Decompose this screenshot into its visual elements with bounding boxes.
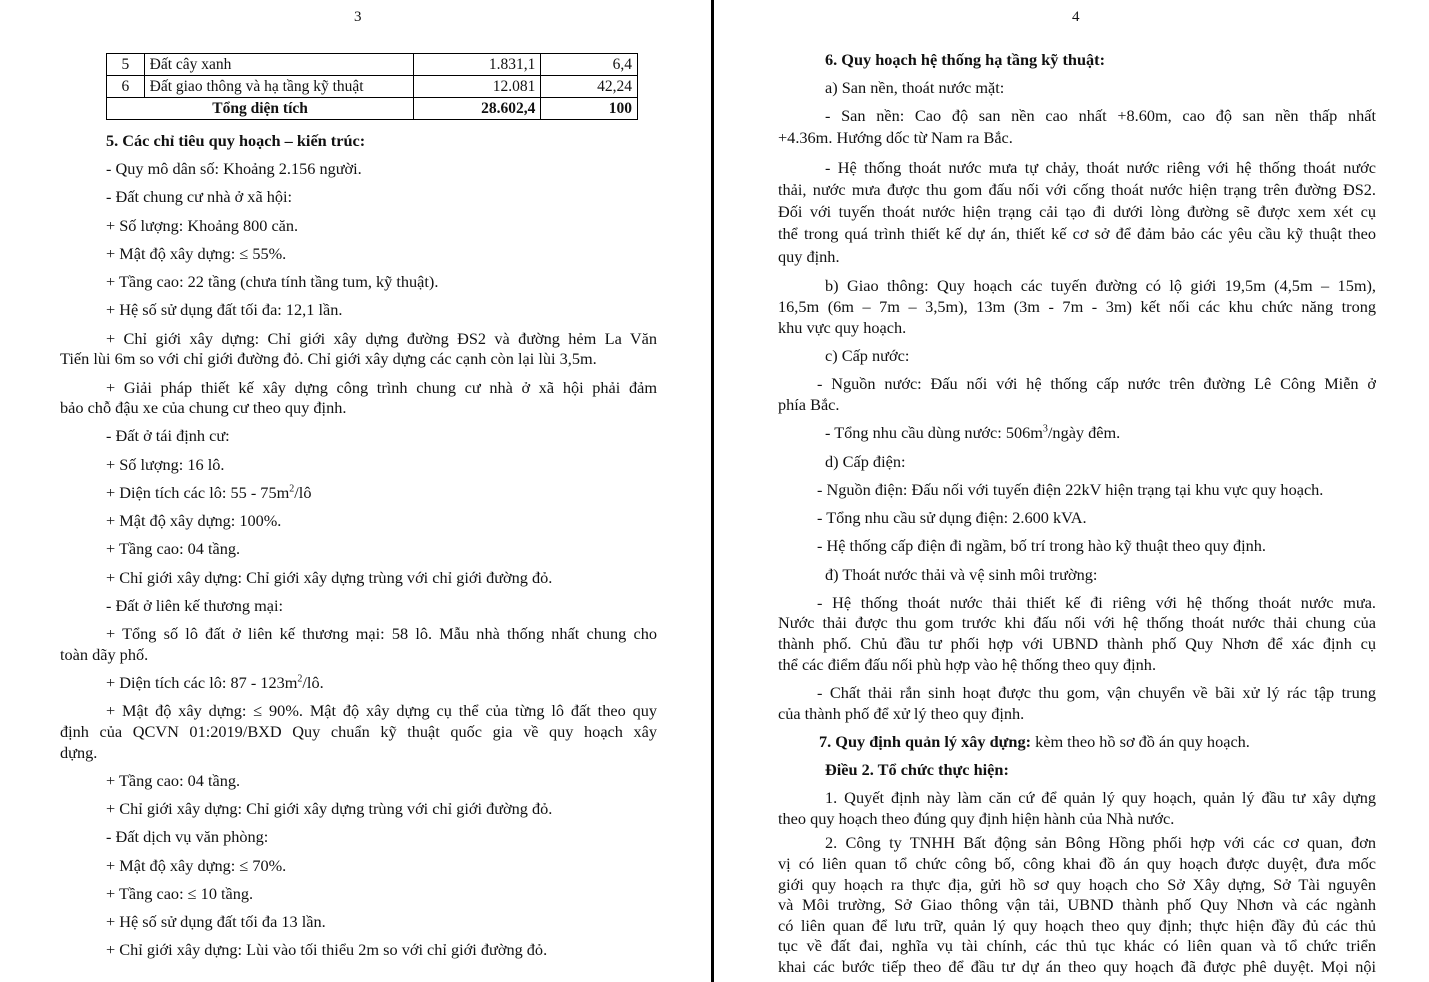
text-line: thể các điểm đấu nối phù hợp vào hệ thống theo quy định. [778, 655, 1157, 674]
text-span: + Diện tích các lô: 55 - 75m [106, 483, 290, 502]
text-line: Nước thải được thu gom trước khi đấu nối với hệ thống thoát nước thải chung của [778, 613, 1376, 632]
table-total-label: Tổng diện tích [107, 98, 414, 120]
text-line: + Mật độ xây dựng: ≤ 70%. [106, 856, 287, 875]
text-line: giới quy hoạch ra thực địa, gửi hồ sơ quy hoạch cho Sở Xây dựng, Sở Tài nguyên [778, 875, 1376, 894]
text-line: - Đất ở tái định cư: [106, 426, 230, 445]
text-line: - Tổng nhu cầu sử dụng điện: 2.600 kVA. [817, 508, 1087, 527]
text-span: /lô. [302, 673, 324, 692]
text-line: - San nền: Cao độ san nền cao nhất +8.60m, cao độ san nền thấp nhất [825, 106, 1376, 125]
text-line: - Đất dịch vụ văn phòng: [106, 827, 269, 846]
text-line: + Số lượng: 16 lô. [106, 455, 225, 474]
text-line: toàn dãy phố. [60, 645, 149, 664]
text-line: vị có liên quan tổ chức công bố, công khai đồ án quy hoạch được duyệt, đưa mốc [778, 854, 1376, 873]
text-line: - Đất chung cư nhà ở xã hội: [106, 187, 293, 206]
table-cell: 5 [107, 54, 145, 76]
table-row [107, 54, 638, 76]
table-total-percent: 100 [541, 98, 638, 120]
table-cell: Đất giao thông và hạ tầng kỹ thuật [144, 76, 414, 98]
text-line: - Hệ thống cấp điện đi ngầm, bố trí trong hào kỹ thuật theo quy định. [817, 536, 1267, 555]
section-heading: 6. Quy hoạch hệ thống hạ tầng kỹ thuật: [825, 50, 1106, 69]
text-line: + Tầng cao: ≤ 10 tầng. [106, 884, 254, 903]
text-line: của thành phố để xử lý theo quy định. [778, 704, 1025, 723]
text-line: 16,5m (6m – 7m – 3,5m), 13m (3m - 7m - 3m) kết nối các khu chức năng trong [778, 297, 1376, 316]
document-page-right [716, 0, 1429, 982]
text-line: dựng. [60, 743, 98, 762]
text-span: - Tổng nhu cầu dùng nước: 506m [825, 423, 1043, 442]
text-line: - Nguồn điện: Đấu nối với tuyến điện 22kV hiện trạng tại khu vực quy hoạch. [817, 480, 1324, 499]
table-row [107, 76, 638, 98]
text-line: - Quy mô dân số: Khoảng 2.156 người. [106, 159, 362, 178]
text-line: + Chỉ giới xây dựng: Chỉ giới xây dựng trùng với chỉ giới đường đỏ. [106, 568, 553, 587]
superscript: 3 [1042, 423, 1048, 435]
text-line: + Chỉ giới xây dựng: Chỉ giới xây dựng trùng với chỉ giới đường đỏ. [106, 799, 553, 818]
table-cell: Đất cây xanh [144, 54, 414, 76]
text-line: + Mật độ xây dựng: ≤ 55%. [106, 244, 287, 263]
text-line: + Tổng số lô đất ở liên kế thương mại: 58 lô. Mẫu nhà thống nhất chung cho [106, 624, 657, 643]
text-line: + Chỉ giới xây dựng: Chỉ giới xây dựng đường ĐS2 và đường hẻm La Văn [106, 329, 657, 348]
text-line: bảo chỗ đậu xe của chung cư theo quy định. [60, 398, 347, 417]
text-line: khu vực quy hoạch. [778, 318, 907, 337]
text-line: khai các bước tiếp theo để đầu tư dự án theo quy hoạch đã được phê duyệt. Mọi nội [778, 957, 1376, 976]
text-line: 2. Công ty TNHH Bất động sản Bông Hồng phối hợp với các cơ quan, đơn [825, 833, 1376, 852]
text-line: phía Bắc. [778, 395, 840, 414]
text-line: - Đất ở liên kế thương mại: [106, 596, 284, 615]
text-line: Đối với tuyến thoát nước hiện trạng cải tạo đi dưới lòng đường sẽ được xem xét cụ [778, 202, 1376, 221]
text-line: tục về đất đai, nghĩa vụ tài chính, các thủ tục khác có liên quan và tổ chức triển [778, 936, 1376, 955]
text-line: quy định. [778, 247, 840, 266]
text-line: + Tầng cao: 04 tầng. [106, 771, 241, 790]
superscript: 2 [289, 483, 295, 495]
text-line: + Giải pháp thiết kế xây dựng công trình chung cư nhà ở xã hội phải đảm [106, 378, 657, 397]
text-line: b) Giao thông: Quy hoạch các tuyến đường có lộ giới 19,5m (4,5m – 15m), [825, 276, 1376, 295]
text-line: + Tầng cao: 22 tầng (chưa tính tầng tum, kỹ thuật). [106, 272, 439, 291]
heading-bold: 7. Quy định quản lý xây dựng: [819, 732, 1032, 751]
document-page-left [0, 0, 712, 982]
text-line: đ) Thoát nước thải và vệ sinh môi trường: [825, 565, 1098, 584]
text-line: định của QCVN 01:2019/BXD Quy chuẩn kỹ thuật quốc gia về quy hoạch xây [60, 722, 657, 741]
table-total-area: 28.602,4 [414, 98, 541, 120]
table-total-row [107, 98, 638, 120]
text-line: + Mật độ xây dựng: 100%. [106, 511, 282, 530]
text-line: - Hệ thống thoát nước thải thiết kế đi riêng với hệ thống thoát nước mưa. [817, 593, 1376, 612]
text-line: thành phố. Chủ đầu tư phối hợp với UBND thành phố Quy Nhơn để xác định cụ [778, 634, 1376, 653]
text-line: thải, nước mưa được thu gom đấu nối với cống thoát nước hiện trạng trên đường ĐS2. [778, 180, 1376, 199]
text-line: +4.36m. Hướng dốc từ Nam ra Bắc. [778, 128, 1013, 147]
text-line: + Hệ số sử dụng đất tối đa 13 lần. [106, 912, 326, 931]
text-line: - Nguồn nước: Đấu nối với hệ thống cấp nước trên đường Lê Công Miễn ở [817, 374, 1376, 393]
text-line: a) San nền, thoát nước mặt: [825, 78, 1005, 97]
text-line: theo quy hoạch theo đúng quy định hiện hành của Nhà nước. [778, 809, 1175, 828]
land-use-table [106, 53, 638, 120]
superscript: 2 [297, 673, 303, 685]
heading-text: kèm theo hồ sơ đồ án quy hoạch. [1031, 732, 1250, 751]
table-cell: 42,24 [541, 76, 638, 98]
page-number: 4 [1072, 9, 1080, 25]
text-line: + Tầng cao: 04 tầng. [106, 539, 241, 558]
text-line [106, 482, 311, 503]
table-cell: 6,4 [541, 54, 638, 76]
text-span: + Diện tích các lô: 87 - 123m [106, 673, 298, 692]
text-line: thể trong quá trình thiết kế dự án, thiết kế cơ sở để đảm bảo các yêu cầu kỹ thuật theo [778, 224, 1376, 243]
text-line: có liên quan để lưu trữ, quản lý quy hoạch theo quy định; thực hiện đầy đủ các thủ [778, 916, 1376, 935]
table-cell: 1.831,1 [414, 54, 541, 76]
page-divider [711, 0, 714, 982]
text-line: d) Cấp điện: [825, 452, 906, 471]
text-line: và Môi trường, Sở Giao thông vận tải, UBND thành phố Quy Nhơn và các ngành [778, 895, 1376, 914]
table-cell: 6 [107, 76, 145, 98]
text-line: + Chỉ giới xây dựng: Lùi vào tối thiểu 2m so với chỉ giới đường đỏ. [106, 940, 548, 959]
section-heading: 5. Các chỉ tiêu quy hoạch – kiến trúc: [106, 131, 366, 150]
text-line [825, 422, 1120, 443]
text-line: + Số lượng: Khoảng 800 căn. [106, 216, 299, 235]
text-line: - Chất thải rắn sinh hoạt được thu gom, vận chuyển về bãi xử lý rác tập trung [817, 683, 1376, 702]
section-heading [819, 731, 1250, 752]
text-line: Tiến lùi 6m so với chỉ giới đường đỏ. Chỉ giới xây dựng các cạnh còn lại lùi 3,5m. [60, 349, 597, 368]
text-line: + Hệ số sử dụng đất tối đa: 12,1 lần. [106, 300, 343, 319]
text-line: c) Cấp nước: [825, 346, 910, 365]
article-heading: Điều 2. Tổ chức thực hiện: [825, 760, 1009, 779]
text-line: - Hệ thống thoát nước mưa tự chảy, thoát nước riêng với hệ thống thoát nước [825, 158, 1376, 177]
text-line [106, 672, 324, 693]
table-cell: 12.081 [414, 76, 541, 98]
text-line: + Mật độ xây dựng: ≤ 90%. Mật độ xây dựng cụ thể của từng lô đất theo quy [106, 701, 657, 720]
page-number: 3 [354, 9, 362, 25]
text-line: 1. Quyết định này làm căn cứ để quản lý quy hoạch, quản lý đầu tư xây dựng [825, 788, 1376, 807]
text-span: /lô [294, 483, 312, 502]
text-span: /ngày đêm. [1047, 423, 1121, 442]
